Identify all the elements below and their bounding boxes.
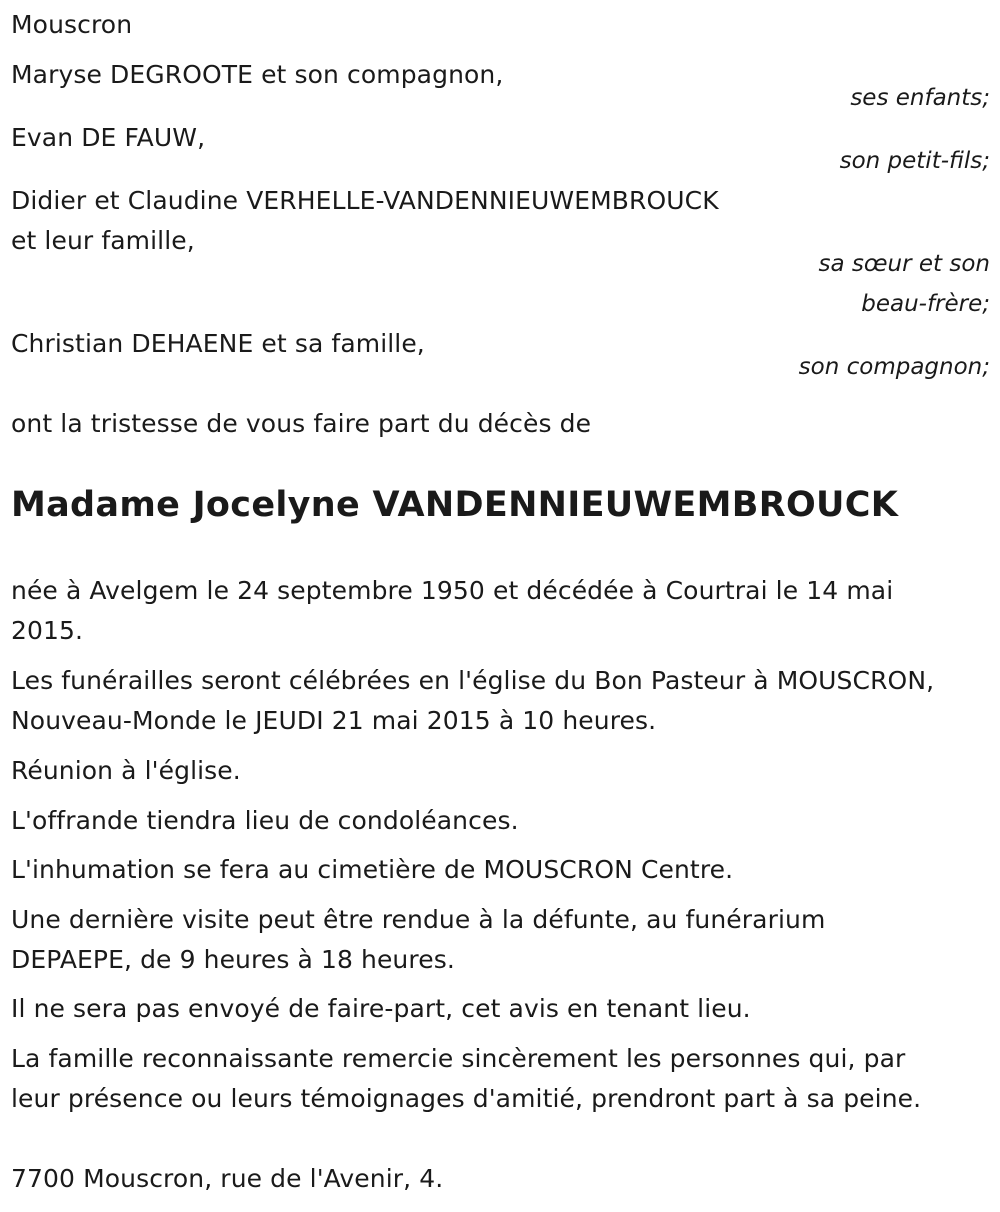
family-member-4-name: Christian DEHAENE et sa famille, [11, 329, 425, 358]
visit-line-1: Une dernière visite peut être rendue à la défunte, au funérarium [11, 905, 826, 934]
meeting-info: Réunion à l'église. [11, 756, 241, 785]
family-member-3-role-cont: beau-frère; [861, 291, 990, 317]
deceased-name: Madame Jocelyne VANDENNIEUWEMBROUCK [11, 485, 899, 525]
birth-death-line-2: 2015. [11, 616, 84, 645]
announcement-intro: ont la tristesse de vous faire part du décès de [11, 409, 592, 438]
family-member-1-role: ses enfants; [850, 85, 990, 111]
city-header: Mouscron [11, 10, 133, 39]
no-letter-notice: Il ne sera pas envoyé de faire-part, cet avis en tenant lieu. [11, 994, 751, 1023]
family-member-2-role: son petit-fils; [839, 148, 990, 174]
visit-line-2: DEPAEPE, de 9 heures à 18 heures. [11, 945, 455, 974]
thanks-line-2: leur présence ou leurs témoignages d'amitié, prendront part à sa peine. [11, 1084, 922, 1113]
family-member-3-role: sa sœur et son [818, 251, 990, 277]
family-member-3-name: Didier et Claudine VERHELLE-VANDENNIEUWEMBROUCK [11, 186, 719, 215]
family-member-2-name: Evan DE FAUW, [11, 123, 206, 152]
offering-info: L'offrande tiendra lieu de condoléances. [11, 806, 519, 835]
funeral-line-2: Nouveau-Monde le JEUDI 21 mai 2015 à 10 heures. [11, 706, 657, 735]
family-member-1-name: Maryse DEGROOTE et son compagnon, [11, 60, 504, 89]
burial-info: L'inhumation se fera au cimetière de MOUSCRON Centre. [11, 855, 734, 884]
thanks-line-1: La famille reconnaissante remercie sincèrement les personnes qui, par [11, 1044, 906, 1073]
funeral-line-1: Les funérailles seront célébrées en l'église du Bon Pasteur à MOUSCRON, [11, 666, 935, 695]
birth-death-line-1: née à Avelgem le 24 septembre 1950 et décédée à Courtrai le 14 mai [11, 576, 894, 605]
family-member-4-role: son compagnon; [798, 354, 990, 380]
family-address: 7700 Mouscron, rue de l'Avenir, 4. [11, 1164, 444, 1193]
family-member-3-name-cont: et leur famille, [11, 226, 195, 255]
